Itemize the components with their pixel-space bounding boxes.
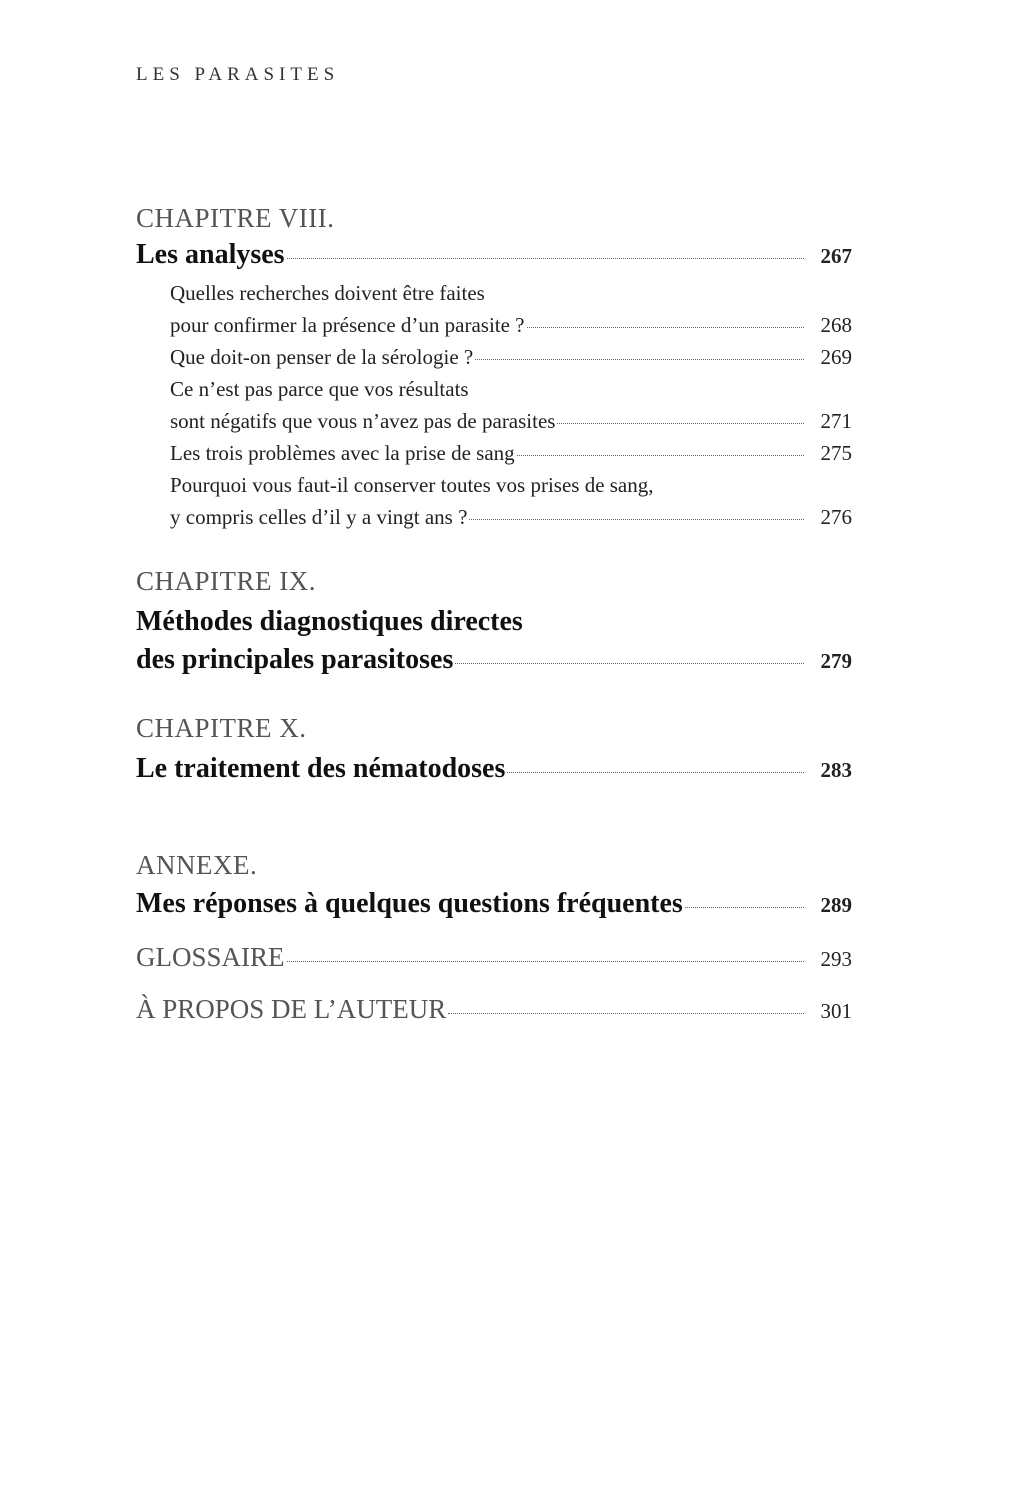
subentry-line1: Ce n’est pas parce que vos résultats	[170, 377, 469, 401]
page-number: 301	[820, 999, 852, 1023]
a-propos-title: À PROPOS DE L’AUTEUR	[136, 994, 447, 1024]
page-number: 276	[820, 505, 852, 529]
chapter-8-label: CHAPITRE VIII.	[136, 203, 335, 233]
annexe-title: Mes réponses à quelques questions fréquentes	[136, 888, 683, 919]
toc-entry-chapter-10[interactable]	[136, 750, 852, 789]
leader-dots	[685, 907, 804, 908]
leader-dots	[455, 663, 804, 664]
toc-entry-a-propos-auteur[interactable]	[136, 984, 852, 1036]
subentry-line2: sont négatifs que vous n’avez pas de parasites	[170, 409, 556, 433]
toc-subentry[interactable]	[136, 437, 852, 469]
leader-dots	[507, 772, 804, 773]
page-number: 275	[820, 441, 852, 465]
chapter-9-title-line2: des principales parasitoses	[136, 644, 454, 675]
page-number: 293	[820, 947, 852, 971]
subentry-line1: Pourquoi vous faut-il conserver toutes vos prises de sang,	[170, 473, 654, 497]
leader-dots	[527, 327, 805, 328]
page-number: 279	[820, 649, 852, 673]
page-number: 271	[820, 409, 852, 433]
page-number: 267	[820, 244, 852, 268]
toc-subentry[interactable]	[136, 277, 852, 341]
page-number: 283	[820, 758, 852, 782]
page-number: 268	[820, 313, 852, 337]
leader-dots	[469, 519, 804, 520]
chapter-9-label: CHAPITRE IX.	[136, 566, 316, 596]
toc-entry-annexe[interactable]	[136, 885, 852, 924]
leader-dots	[448, 1013, 804, 1014]
subentry-line2: y compris celles d’il y a vingt ans ?	[170, 505, 468, 529]
leader-dots	[287, 258, 804, 259]
page-number: 289	[820, 893, 852, 917]
toc-subentry[interactable]	[136, 373, 852, 437]
chapter-9-title-line1: Méthodes diagnostiques directes	[136, 606, 523, 637]
toc-entry-chapter-9[interactable]	[136, 603, 852, 680]
chapter-10-title: Le traitement des nématodoses	[136, 753, 506, 784]
leader-dots	[557, 423, 804, 424]
annexe-label: ANNEXE.	[136, 850, 258, 880]
toc-subentry[interactable]	[136, 341, 852, 373]
toc-entry-chapter-8[interactable]	[136, 236, 852, 275]
subentry-title: Les trois problèmes avec la prise de sang	[170, 441, 515, 465]
chapter-10-label: CHAPITRE X.	[136, 713, 307, 743]
chapter-8-title: Les analyses	[136, 239, 285, 270]
toc-subentry[interactable]	[136, 469, 852, 533]
leader-dots	[475, 359, 804, 360]
running-head: LES PARASITES	[136, 64, 340, 85]
subentry-line2: pour confirmer la présence d’un parasite ?	[170, 313, 525, 337]
table-of-contents	[136, 200, 852, 1036]
subentry-title: Que doit-on penser de la sérologie ?	[170, 345, 474, 369]
toc-entry-glossaire[interactable]	[136, 932, 852, 984]
subentry-line1: Quelles recherches doivent être faites	[170, 281, 485, 305]
page-number: 269	[820, 345, 852, 369]
leader-dots	[517, 455, 804, 456]
glossaire-title: GLOSSAIRE	[136, 942, 285, 972]
leader-dots	[287, 961, 804, 962]
